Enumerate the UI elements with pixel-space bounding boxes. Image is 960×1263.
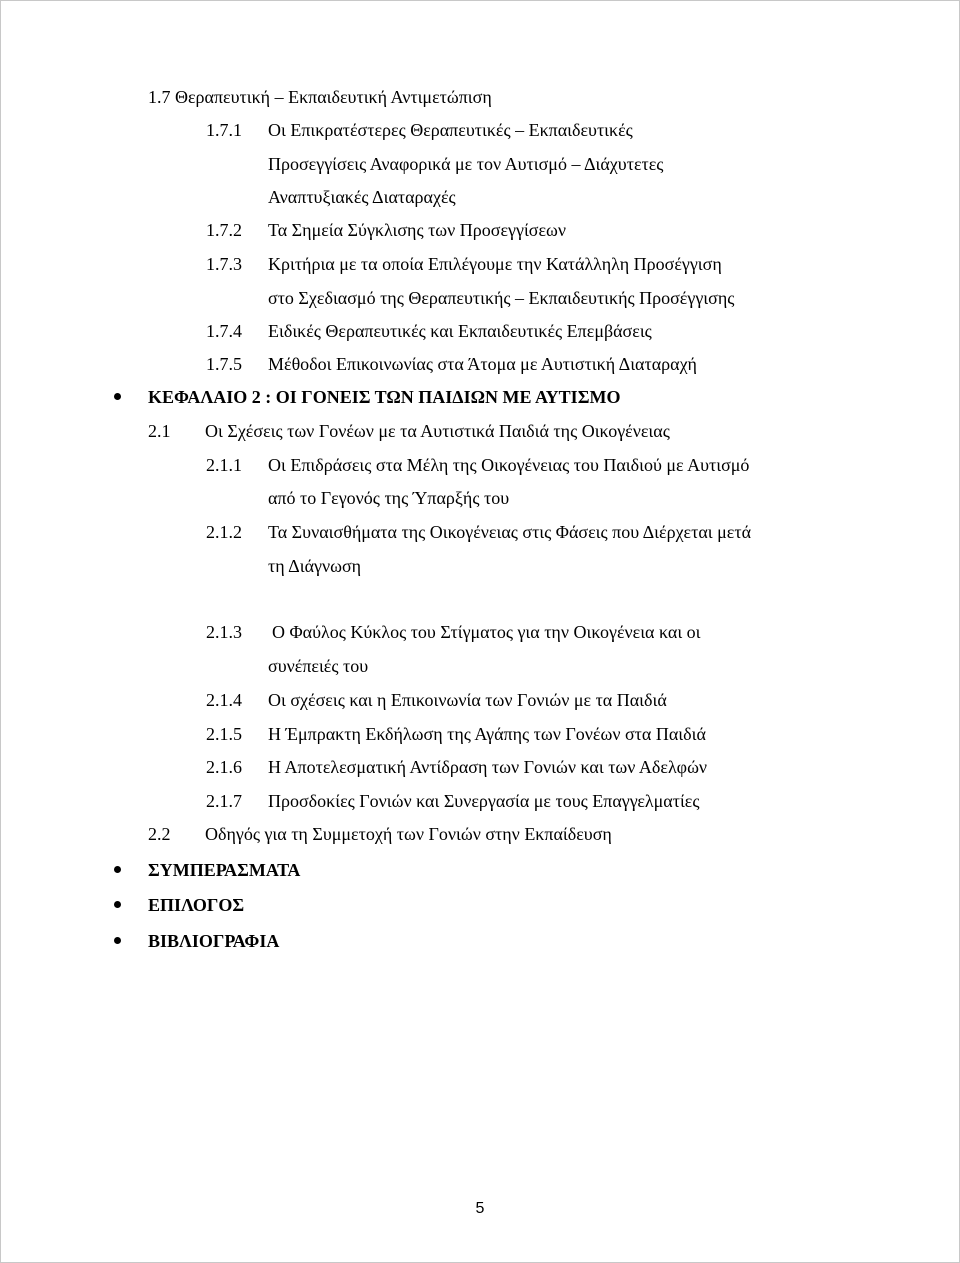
toc-title-2-1-1-line-1: Οι Επιδράσεις στα Μέλη της Οικογένειας του Παιδιού με Αυτισμό: [268, 455, 750, 475]
toc-title-1-7-4: Ειδικές Θεραπευτικές και Εκπαιδευτικές Επεμβάσεις: [268, 321, 652, 341]
epilogue-heading: ΕΠΙΛΟΓΟΣ: [148, 895, 245, 915]
toc-title-2-1-1-line-2: από το Γεγονός της Ύπαρξής του: [268, 488, 510, 508]
toc-title-1-7-5: Μέθοδοι Επικοινωνίας στα Άτομα με Αυτιστική Διαταραχή: [268, 354, 697, 374]
toc-title-2-1-6: Η Αποτελεσματική Αντίδραση των Γονιών και των Αδελφών: [268, 757, 708, 777]
toc-number-2-1: 2.1: [148, 421, 171, 441]
toc-title-1-7-1-line-1: Οι Επικρατέστερες Θεραπευτικές – Εκπαιδευτικές: [268, 120, 633, 140]
toc-title-2-1-2-line-2: τη Διάγνωση: [268, 556, 362, 576]
toc-title-1-7-1-line-2: Προσεγγίσεις Αναφορικά με τον Αυτισμό – Διάχυτετες: [268, 154, 664, 174]
page-number: 5: [475, 1200, 485, 1217]
toc-title-1-7-3-line-2: στο Σχεδιασμό της Θεραπευτικής – Εκπαιδευτικής Προσέγγισης: [268, 288, 735, 308]
toc-entry-1-7: [148, 86, 492, 108]
conclusions-heading: ΣΥΜΠΕΡΑΣΜΑΤΑ: [148, 860, 301, 880]
chapter-2-heading: ΚΕΦΑΛΑΙΟ 2 : ΟΙ ΓΟΝΕΙΣ ΤΩΝ ΠΑΙΔΙΩΝ ΜΕ ΑΥΤΙΣΜΟ: [148, 387, 621, 407]
toc-number-2-1-6: 2.1.6: [206, 757, 242, 777]
bullet-icon: [114, 937, 121, 944]
toc-title-2-2: Οδηγός για τη Συμμετοχή των Γονιών στην Εκπαίδευση: [205, 824, 612, 844]
toc-number-1-7-3: 1.7.3: [206, 254, 242, 274]
toc-title-2-1-4: Οι σχέσεις και η Επικοινωνία των Γονιών με τα Παιδιά: [268, 690, 667, 710]
toc-number-2-1-2: 2.1.2: [206, 522, 242, 542]
bullet-icon: [114, 866, 121, 873]
toc-title-2-1-5: Η Έμπρακτη Εκδήλωση της Αγάπης των Γονέων στα Παιδιά: [268, 724, 706, 744]
toc-number-2-1-4: 2.1.4: [206, 690, 242, 710]
bullet-icon: [114, 393, 121, 400]
toc-title-1-7-2: Τα Σημεία Σύγκλισης των Προσεγγίσεων: [268, 220, 567, 240]
toc-title-2-1-3-line-2: συνέπειές του: [268, 656, 369, 676]
toc-title-2-1: Οι Σχέσεις των Γονέων με τα Αυτιστικά Παιδιά της Οικογένειας: [205, 421, 670, 441]
toc-number-2-1-5: 2.1.5: [206, 724, 242, 744]
toc-number-2-1-1: 2.1.1: [206, 455, 242, 475]
toc-title: Θεραπευτική – Εκπαιδευτική Αντιμετώπιση: [175, 87, 492, 107]
toc-title-2-1-7: Προσδοκίες Γονιών και Συνεργασία με τους Επαγγελματίες: [268, 791, 700, 811]
toc-number-1-7-1: 1.7.1: [206, 120, 242, 140]
toc-title-2-1-3-line-1: Ο Φαύλος Κύκλος του Στίγματος για την Οικογένεια και οι: [272, 622, 701, 642]
toc-number-1-7-4: 1.7.4: [206, 321, 242, 341]
toc-number-2-2: 2.2: [148, 824, 171, 844]
toc-number: 1.7: [148, 87, 171, 107]
toc-number-2-1-7: 2.1.7: [206, 791, 242, 811]
toc-number-1-7-5: 1.7.5: [206, 354, 242, 374]
toc-title-1-7-1-line-3: Αναπτυξιακές Διαταραχές: [268, 187, 456, 207]
bibliography-heading: ΒΙΒΛΙΟΓΡΑΦΙΑ: [148, 931, 280, 951]
toc-number-2-1-3: 2.1.3: [206, 622, 242, 642]
bullet-icon: [114, 901, 121, 908]
toc-title-2-1-2-line-1: Τα Συναισθήματα της Οικογένειας στις Φάσεις που Διέρχεται μετά: [268, 522, 751, 542]
toc-number-1-7-2: 1.7.2: [206, 220, 242, 240]
toc-title-1-7-3-line-1: Κριτήρια με τα οποία Επιλέγουμε την Κατάλληλη Προσέγγιση: [268, 254, 722, 274]
